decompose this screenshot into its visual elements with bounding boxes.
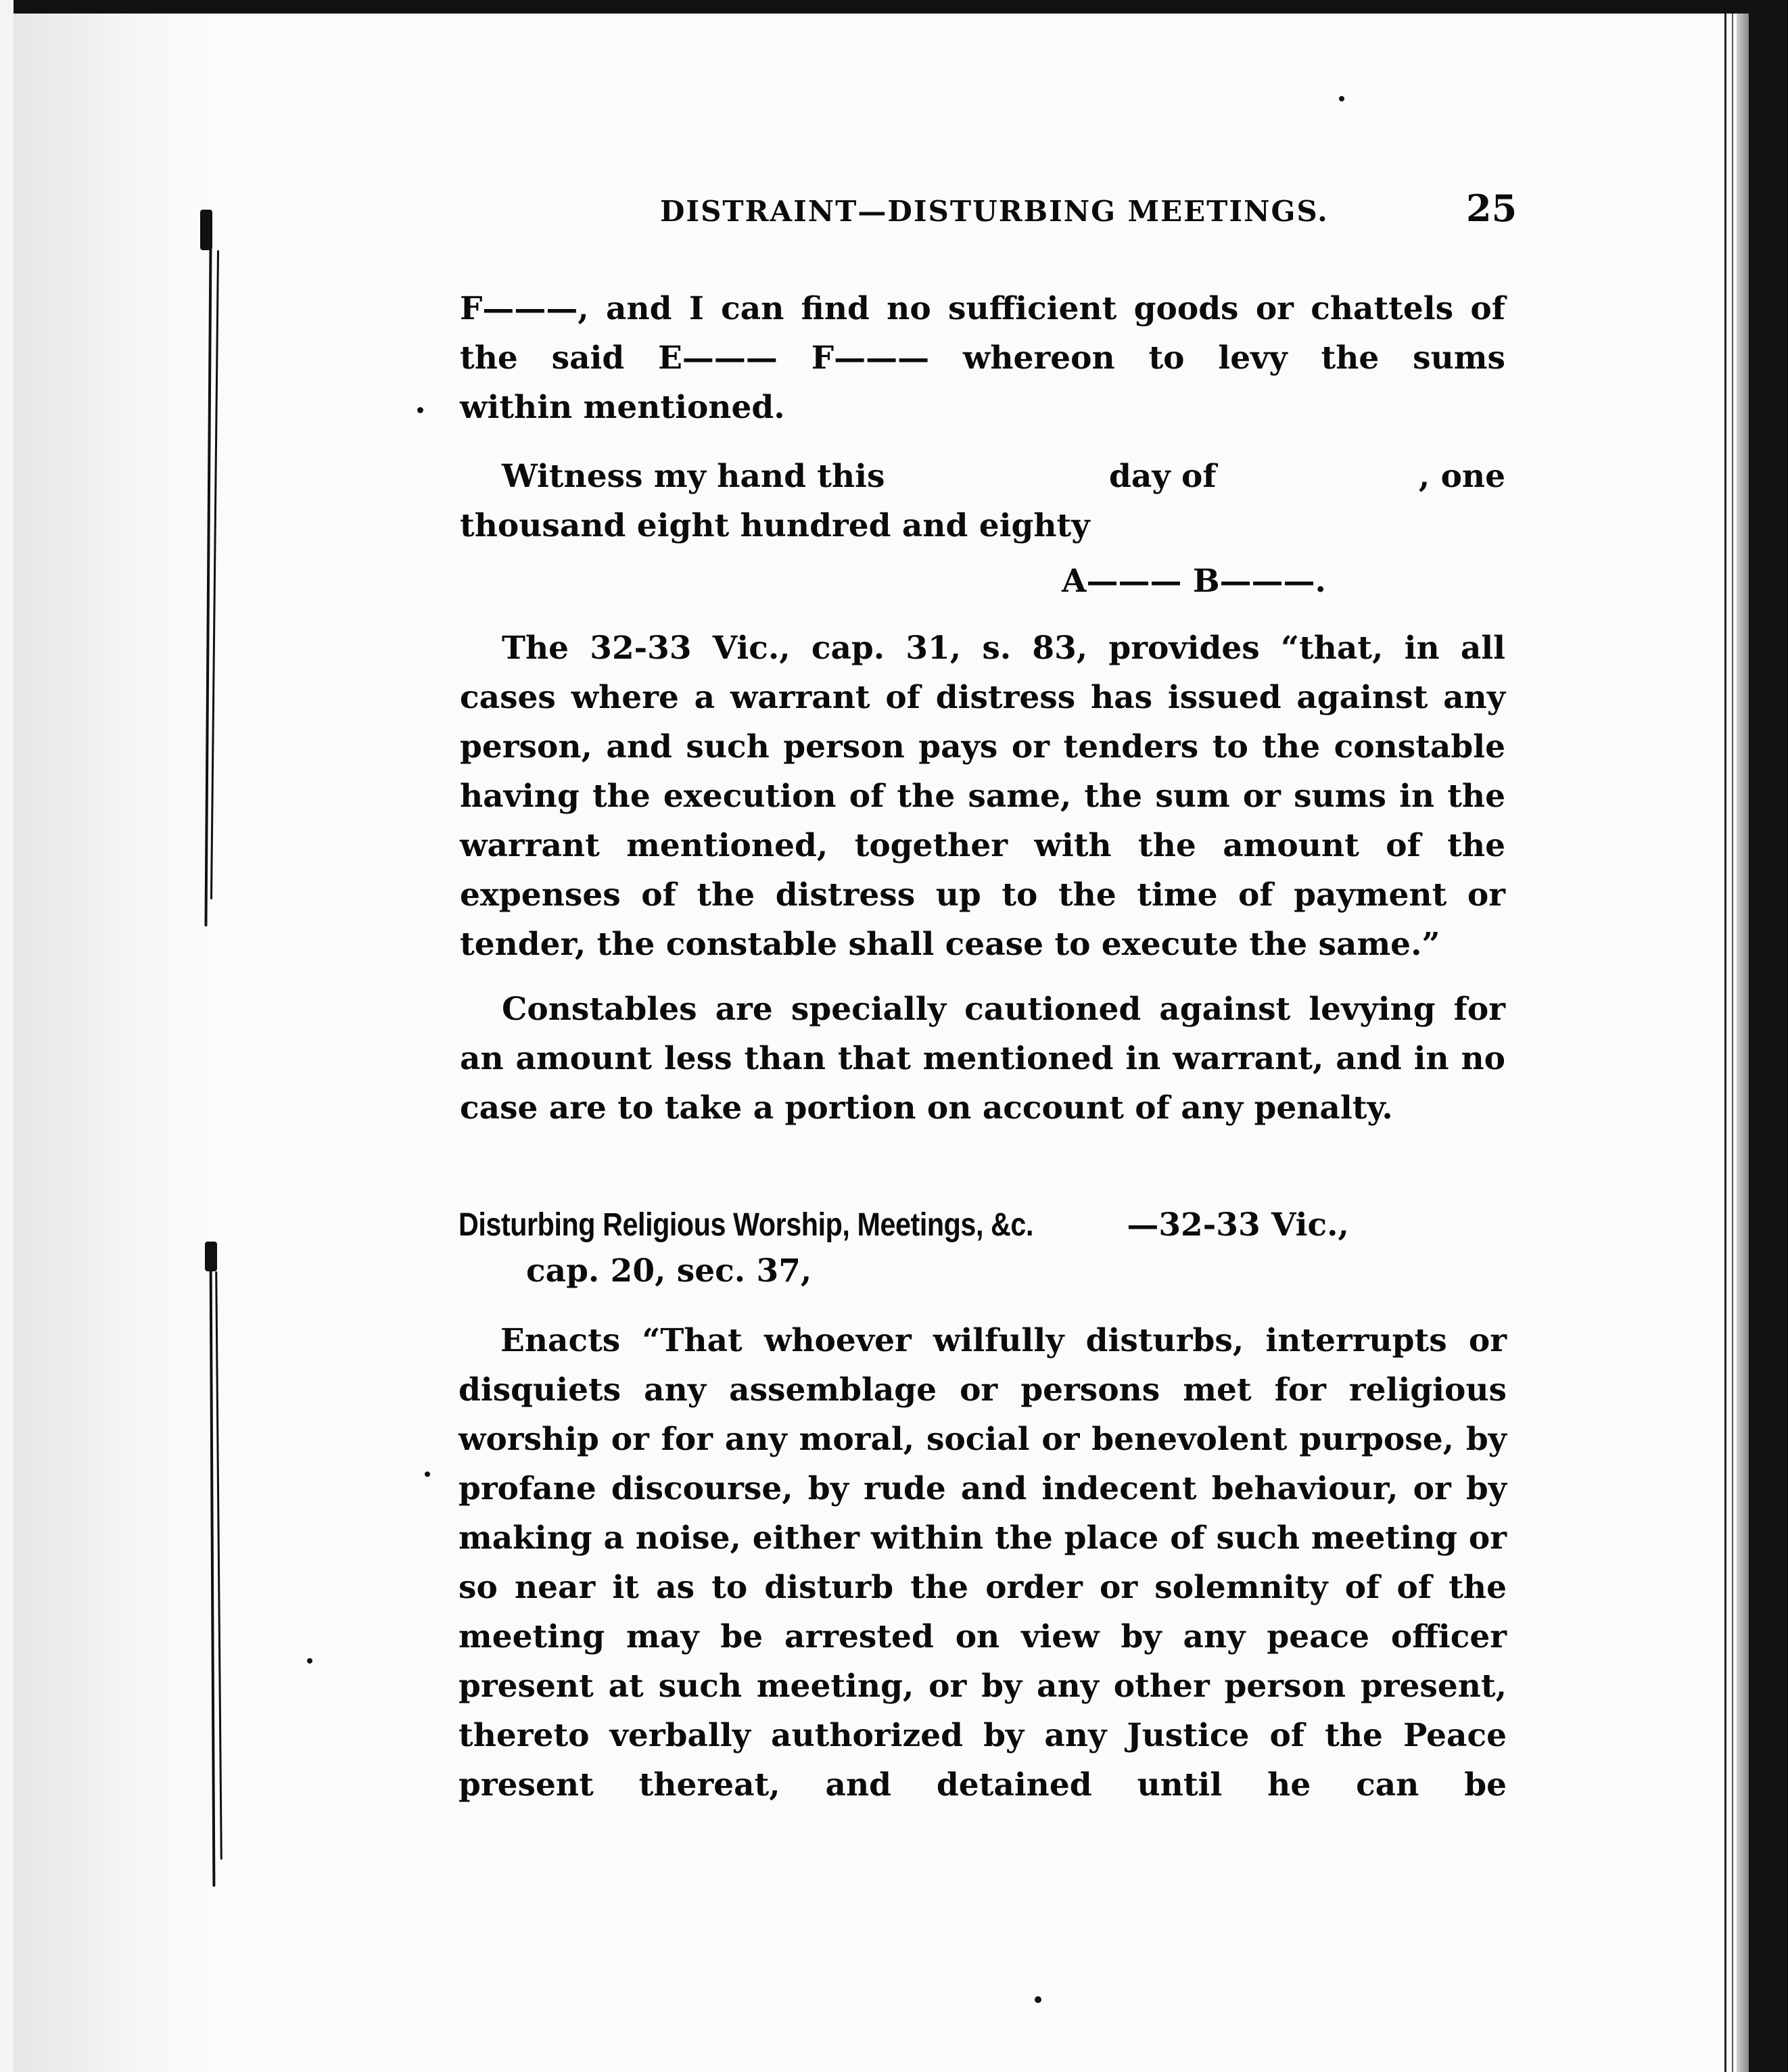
page-right-edge: [1737, 14, 1749, 2072]
warrant-text: [460, 284, 1505, 432]
enacts-paragraph: [458, 1316, 1507, 1810]
ink-speck: [425, 1471, 430, 1477]
section-reference-cont: cap. 20, sec. 37,: [526, 1252, 812, 1290]
witness-hand: Witness my hand this: [502, 458, 885, 495]
warrant-line: the said E——— F——— whereon to levy the sums: [460, 339, 1505, 377]
caution-text: Constables are specially cautioned against levying for an amount less than that mentioned in warrant, and in no case are to take a portion on account of any penalty.: [460, 991, 1505, 1127]
caution-paragraph: [460, 985, 1505, 1133]
scan-left-margin: [0, 0, 14, 2072]
ink-speck: [1035, 1996, 1041, 2003]
provision-paragraph: [460, 623, 1505, 969]
witness-block: [460, 452, 1505, 550]
witness-one: , one: [1418, 458, 1505, 495]
page-number: 25: [1466, 187, 1518, 230]
page-stack-edge: [1724, 14, 1733, 2072]
signature: A——— B———.: [1062, 563, 1326, 600]
provision-text: The 32-33 Vic., cap. 31, s. 83, provides “that, in all cases where a warrant of distress has issued against any person, and such person pays or tenders to the constable having the execution of the same, the sum or sums in the warrant mentioned, together with the amount of the expenses of the distress up to the time of payment or tender, the constable shall cease to execute the same.”: [460, 630, 1505, 963]
ink-speck: [307, 1658, 312, 1664]
section-title: Disturbing Religious Worship, Meetings, &c.: [458, 1207, 1033, 1243]
section-reference: —32-33 Vic.,: [1127, 1206, 1349, 1244]
scan-right-border: [1749, 0, 1788, 2072]
witness-line-2: thousand eight hundred and eighty: [460, 507, 1090, 544]
ink-speck: [417, 407, 423, 413]
witness-day-of: day of: [1109, 458, 1217, 495]
witness-line-1: [460, 452, 1505, 501]
warrant-line: F———, and I can find no sufficient goods or chattels of: [460, 290, 1505, 327]
enacts-text: Enacts “That whoever wilfully disturbs, interrupts or disquiets any assemblage or persons met for religious worship or for any moral, social or benevolent purpose, by profane discourse, by rude and indecent behaviour, or by making a noise, either within the place of such meeting or so near it as to disturb the order or solemnity of of the meeting may be arrested on view by any peace officer present at such meeting, or by any other person present, thereto verbally authorized by any Justice of the Peace present thereat, and detained until he can be: [458, 1322, 1507, 1804]
warrant-line: within mentioned.: [460, 389, 785, 426]
ink-speck: [1339, 96, 1344, 101]
scan-top-border: [0, 0, 1788, 15]
gutter-shadow: [14, 14, 216, 2072]
section-heading: [458, 1202, 1507, 1294]
running-title: DISTRAINT—DISTURBING MEETINGS.: [660, 195, 1329, 228]
